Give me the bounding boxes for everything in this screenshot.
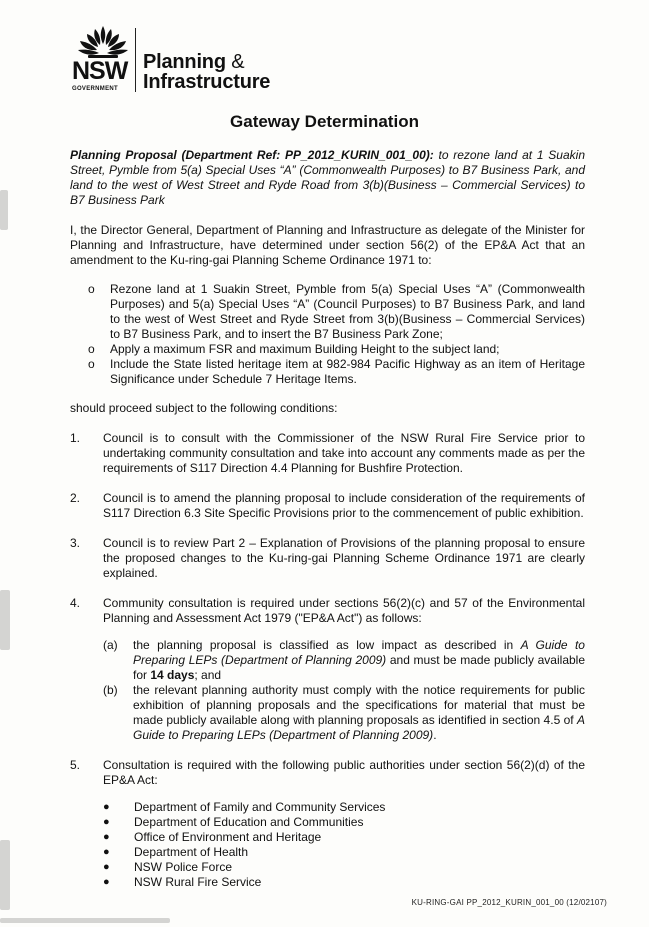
scan-artifact [0, 840, 10, 910]
condition-5 [70, 758, 585, 890]
circle-bullet-icon: o [88, 282, 95, 296]
list-item [103, 830, 585, 845]
amendment-list [70, 282, 585, 387]
proceed-paragraph: should proceed subject to the following conditions: [70, 401, 338, 415]
proposal-description: to rezone land at 1 Suakin Street, Pymble from 5(a) Special Uses “A” (Commonwealth Purposes) to B7 Business Park, and land to the west of West Street and Ryde Road from 3(b)(Business – Commercial Services) to B7 Business Park [70, 148, 585, 207]
sub-item-letter: (b) [103, 683, 118, 697]
authority-name: NSW Rural Fire Service [134, 875, 262, 889]
authority-name: Department of Education and Communities [134, 815, 364, 829]
guide-reference: A Guide to Preparing LEPs (Department of Planning 2009) [133, 713, 585, 742]
proposal-label: Planning Proposal (Department Ref: PP_2012_KURIN_001_00): [70, 148, 434, 162]
sub-item-text: the relevant planning authority must comply with the notice requirements for public exhibition of planning proposals and the specifications for material that must be made publicly available along with planning proposals as identified in section 4.5 of [133, 683, 585, 727]
condition-text: Consultation is required with the following public authorities under section 56(2)(d) of the EP&A Act: [103, 758, 585, 787]
dot-bullet-icon: ● [103, 831, 110, 843]
condition-number: 3. [70, 536, 81, 550]
sub-item-letter: (a) [103, 638, 118, 652]
footer-reference: KU-RING-GAI PP_2012_KURIN_001_00 (12/02107) [411, 898, 607, 907]
list-item-text: Rezone land at 1 Suakin Street, Pymble from 5(a) Special Uses “A” (Commonwealth Purposes) and 5(a) Special Uses “A” (Council Purposes) to B7 Business Park, and land to the west of West Street and Ryde Street from 3(b)(Business – Commercial Services) to B7 Business Park, and to insert the B7 Business Park Zone; [110, 282, 585, 341]
dept-ampersand: & [231, 51, 245, 73]
condition-number: 2. [70, 491, 81, 505]
dot-bullet-icon: ● [103, 876, 110, 888]
condition-text: Council is to amend the planning proposal to include consideration of the requirements of S117 Direction 6.3 Site Specific Provisions prior to the commencement of public exhibition. [103, 491, 585, 520]
list-item [70, 342, 585, 357]
document-body [70, 148, 585, 905]
sub-item-text: ; and [194, 668, 222, 682]
condition-number: 5. [70, 758, 81, 772]
condition-3 [70, 536, 585, 581]
logo-nsw-text: NSW [72, 57, 128, 85]
sub-item-text: and must be made publicly available for [133, 653, 586, 682]
scan-artifact [0, 918, 170, 923]
list-item [70, 282, 585, 342]
logo-divider [135, 28, 136, 92]
nsw-planning-logo [70, 24, 280, 94]
dept-name-line1 [143, 51, 244, 73]
authorities-list [103, 800, 585, 890]
exhibition-period: 14 days [150, 668, 195, 682]
list-item [103, 875, 585, 890]
list-item [103, 860, 585, 875]
authority-name: Department of Health [134, 845, 249, 859]
condition-number: 1. [70, 431, 81, 445]
condition-number: 4. [70, 596, 81, 610]
dot-bullet-icon: ● [103, 861, 110, 873]
condition-4-a [103, 638, 585, 683]
scan-artifact [0, 190, 8, 230]
authority-name: Department of Family and Community Services [134, 800, 386, 814]
dot-bullet-icon: ● [103, 801, 110, 813]
page-title: Gateway Determination [230, 112, 419, 131]
logo-government-text: GOVERNMENT [72, 86, 119, 92]
condition-text: Community consultation is required under sections 56(2)(c) and 57 of the Environmental Planning and Assessment Act 1979 ("EP&A Act") as follows: [103, 596, 585, 625]
condition-2 [70, 491, 585, 521]
dept-planning-text: Planning [143, 51, 226, 73]
dot-bullet-icon: ● [103, 816, 110, 828]
list-item [70, 357, 585, 387]
condition-1 [70, 431, 585, 476]
sub-item-text: the planning proposal is classified as low impact as described in [133, 638, 521, 652]
list-item [103, 845, 585, 860]
scan-artifact [0, 590, 10, 650]
intro-paragraph: I, the Director General, Department of Planning and Infrastructure as delegate of the Minister for Planning and Infrastructure, have determined under section 56(2) of the EP&A Act that an amendment to the Ku-ring-gai Planning Scheme Ordinance 1971 to: [70, 223, 585, 267]
condition-4 [70, 596, 585, 743]
condition-text: Council is to consult with the Commissioner of the NSW Rural Fire Service prior to undertaking community consultation and take into account any comments made as per the requirements of S117 Direction 4.4 Planning for Bushfire Protection. [103, 431, 585, 475]
circle-bullet-icon: o [88, 342, 95, 356]
list-item [103, 800, 585, 815]
list-item-text: Apply a maximum FSR and maximum Building Height to the subject land; [110, 342, 500, 356]
authority-name: NSW Police Force [134, 860, 233, 874]
dot-bullet-icon: ● [103, 846, 110, 858]
proposal-heading [70, 148, 585, 208]
list-item [103, 815, 585, 830]
guide-reference: A Guide to Preparing LEPs (Department of Planning 2009) [133, 638, 585, 667]
condition-4-b [103, 683, 585, 743]
list-item-text: Include the State listed heritage item at 982-984 Pacific Highway as an item of Heritage Significance under Schedule 7 Heritage Items. [110, 357, 585, 386]
dept-name-line2: Infrastructure [143, 71, 271, 93]
waratah-flower-icon [76, 24, 130, 60]
circle-bullet-icon: o [88, 357, 95, 371]
authority-name: Office of Environment and Heritage [134, 830, 322, 844]
condition-text: Council is to review Part 2 – Explanation of Provisions of the planning proposal to ensure the proposed changes to the Ku-ring-gai Planning Scheme Ordinance 1971 are clearly explained. [103, 536, 585, 580]
sub-item-text: . [433, 728, 437, 742]
